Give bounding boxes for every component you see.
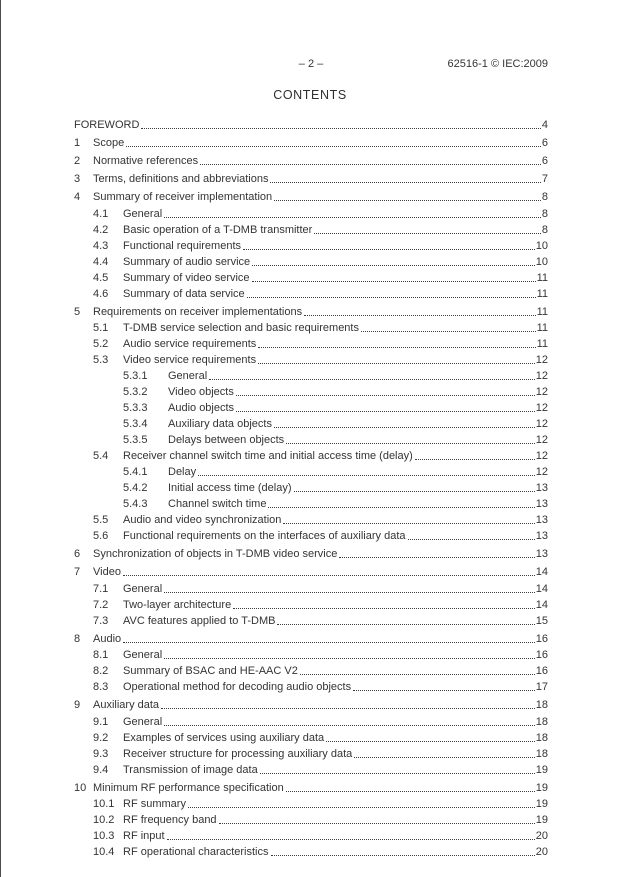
toc-leader-dots bbox=[326, 730, 535, 742]
toc-entry-number: 5.3.5 bbox=[123, 434, 148, 446]
toc-row bbox=[74, 384, 548, 400]
toc-row bbox=[74, 613, 548, 629]
toc-leader-dots bbox=[408, 528, 535, 540]
toc-row bbox=[74, 762, 548, 778]
toc-page-number: 6 bbox=[541, 155, 548, 167]
toc-entry-number: 10.2 bbox=[93, 814, 115, 826]
toc-entry-title: General bbox=[123, 649, 163, 661]
toc-page-number: 13 bbox=[535, 482, 548, 494]
toc-leader-dots bbox=[252, 254, 535, 266]
toc-page-number: 19 bbox=[535, 763, 548, 776]
toc-page-number: 12 bbox=[535, 434, 548, 446]
toc-entry-title: Auxiliary data objects bbox=[168, 418, 272, 430]
toc-leader-dots bbox=[164, 581, 535, 593]
toc-page-number: 17 bbox=[535, 681, 548, 693]
toc-row bbox=[74, 432, 548, 448]
toc-entry-title: T-DMB service selection and basic requirements bbox=[123, 322, 359, 334]
toc-leader-dots bbox=[286, 780, 535, 792]
toc-leader-dots bbox=[126, 135, 541, 147]
toc-page-number: 11 bbox=[536, 271, 548, 284]
toc-row bbox=[74, 581, 548, 597]
toc-row bbox=[74, 631, 548, 647]
toc-entry-title: Terms, definitions and abbreviations bbox=[93, 173, 269, 185]
toc-leader-dots bbox=[258, 352, 535, 364]
toc-entry-title: Basic operation of a T-DMB transmitter bbox=[123, 223, 313, 236]
toc-page-number: 12 bbox=[535, 418, 548, 430]
toc-page-number: 11 bbox=[536, 338, 548, 350]
toc-leader-dots bbox=[283, 512, 534, 524]
toc-entry-title: Summary of data service bbox=[123, 287, 245, 300]
header-page-number: – 2 – bbox=[298, 58, 324, 70]
toc-leader-dots bbox=[164, 647, 535, 659]
toc-leader-dots bbox=[268, 496, 534, 508]
toc-row bbox=[74, 528, 548, 544]
toc-row bbox=[74, 320, 548, 336]
toc-row bbox=[74, 238, 548, 254]
toc-entry-title: Examples of services using auxiliary data bbox=[123, 731, 325, 744]
toc-entry-title: RF summary bbox=[123, 798, 186, 810]
toc-entry-title: RF operational characteristics bbox=[123, 846, 269, 858]
toc-leader-dots bbox=[167, 828, 535, 840]
toc-page-number: 8 bbox=[541, 191, 548, 203]
toc-leader-dots bbox=[277, 613, 534, 625]
toc-entry-number: 10.3 bbox=[93, 830, 115, 842]
toc-leader-dots bbox=[164, 714, 535, 726]
toc-page-number: 18 bbox=[535, 699, 548, 711]
toc-page-number: 12 bbox=[535, 466, 548, 478]
toc-leader-dots bbox=[294, 480, 535, 492]
toc-row bbox=[74, 546, 548, 562]
toc-page-number: 11 bbox=[536, 287, 548, 300]
toc-entry-title: Requirements on receiver implementations bbox=[93, 305, 303, 318]
toc-leader-dots bbox=[164, 206, 541, 218]
toc-entry-number: 4.5 bbox=[93, 271, 109, 284]
toc-entry-number: 10 bbox=[74, 781, 87, 794]
toc-entry-title: FOREWORD bbox=[74, 119, 140, 131]
toc-entry-title: Transmission of image data bbox=[123, 763, 258, 776]
toc-page-number: 18 bbox=[535, 731, 548, 744]
toc-leader-dots bbox=[353, 679, 535, 691]
toc-entry-number: 5.3 bbox=[93, 354, 109, 366]
toc-entry-title: Summary of receiver implementation bbox=[93, 191, 273, 203]
toc-page-number: 18 bbox=[535, 747, 548, 760]
toc-row bbox=[74, 117, 548, 133]
toc-row bbox=[74, 352, 548, 368]
toc-entry-title: Audio and video synchronization bbox=[123, 514, 282, 526]
toc-leader-dots bbox=[233, 597, 535, 609]
toc-row bbox=[74, 697, 548, 713]
toc-page-number: 6 bbox=[541, 137, 548, 149]
toc-entry-title: General bbox=[123, 207, 163, 220]
toc-page-number: 14 bbox=[535, 566, 548, 578]
toc-page-number: 11 bbox=[536, 322, 548, 334]
toc-entry-title: Summary of video service bbox=[123, 271, 250, 284]
toc-page-number: 20 bbox=[535, 830, 548, 842]
toc-leader-dots bbox=[314, 222, 541, 234]
toc-entry-number: 10.1 bbox=[93, 798, 115, 810]
toc-page-number: 12 bbox=[535, 354, 548, 366]
toc-entry-number: 9 bbox=[74, 699, 81, 711]
toc-leader-dots bbox=[415, 448, 535, 460]
toc-page-number: 12 bbox=[535, 370, 548, 382]
toc-row bbox=[74, 730, 548, 746]
toc-entry-number: 5.4.1 bbox=[123, 466, 148, 478]
toc-row bbox=[74, 780, 548, 796]
toc-entry-number: 5.6 bbox=[93, 530, 109, 542]
toc-entry-title: Synchronization of objects in T-DMB video service bbox=[93, 548, 338, 560]
toc-entry-number: 9.3 bbox=[93, 747, 109, 760]
toc-page-number: 12 bbox=[535, 402, 548, 414]
toc-leader-dots bbox=[354, 746, 534, 758]
toc-entry-title: Scope bbox=[93, 137, 125, 149]
toc-entry-number: 4.1 bbox=[93, 207, 109, 220]
toc-entry-title: Operational method for decoding audio objects bbox=[123, 681, 352, 693]
toc-row bbox=[74, 416, 548, 432]
toc-entry-number: 6 bbox=[74, 548, 81, 560]
toc-entry-title: Normative references bbox=[93, 155, 199, 167]
toc-row bbox=[74, 844, 548, 860]
toc-page-number: 13 bbox=[535, 548, 548, 560]
toc-row bbox=[74, 564, 548, 580]
toc-page-number: 19 bbox=[535, 814, 548, 826]
toc-page-number: 18 bbox=[535, 715, 548, 728]
toc-leader-dots bbox=[243, 238, 535, 250]
toc-entry-number: 7 bbox=[74, 566, 81, 578]
toc-row bbox=[74, 448, 548, 464]
toc-row bbox=[74, 714, 548, 730]
toc-page-number: 10 bbox=[535, 255, 548, 268]
toc-entry-title: Two-layer architecture bbox=[123, 598, 232, 611]
toc-leader-dots bbox=[188, 796, 535, 808]
toc-page-number: 19 bbox=[535, 798, 548, 810]
toc-entry-number: 5.3.3 bbox=[123, 402, 148, 414]
toc-page-number: 15 bbox=[535, 614, 548, 627]
page-edge-line bbox=[0, 0, 1, 877]
toc-entry-title: Receiver channel switch time and initial access time (delay) bbox=[123, 450, 413, 462]
toc-page-number: 12 bbox=[535, 450, 548, 462]
toc-entry-title: Audio objects bbox=[168, 402, 235, 414]
toc-entry-number: 7.1 bbox=[93, 582, 109, 595]
toc-leader-dots bbox=[361, 320, 536, 332]
toc-entry-title: Functional requirements bbox=[123, 239, 242, 252]
toc-row bbox=[74, 171, 548, 187]
toc-leader-dots bbox=[198, 464, 535, 476]
toc-page-number: 20 bbox=[535, 846, 548, 858]
toc-leader-dots bbox=[260, 762, 535, 774]
toc-page-number: 13 bbox=[535, 530, 548, 542]
toc-entry-number: 5.4 bbox=[93, 450, 109, 462]
table-of-contents bbox=[74, 115, 548, 860]
toc-entry-title: General bbox=[168, 370, 208, 382]
toc-page-number: 11 bbox=[536, 305, 548, 318]
toc-page-number: 4 bbox=[541, 119, 548, 131]
toc-page-number: 13 bbox=[535, 514, 548, 526]
toc-leader-dots bbox=[258, 336, 535, 348]
toc-entry-title: Summary of audio service bbox=[123, 255, 251, 268]
toc-row bbox=[74, 828, 548, 844]
toc-entry-number: 8 bbox=[74, 632, 81, 645]
toc-leader-dots bbox=[300, 663, 535, 675]
toc-row bbox=[74, 663, 548, 679]
toc-entry-number: 5.4.3 bbox=[123, 498, 148, 510]
toc-row bbox=[74, 222, 548, 238]
toc-entry-number: 8.2 bbox=[93, 665, 109, 677]
toc-row bbox=[74, 304, 548, 320]
toc-page-number: 16 bbox=[535, 665, 548, 677]
toc-row bbox=[74, 746, 548, 762]
toc-entry-title: Summary of BSAC and HE-AAC V2 bbox=[123, 665, 298, 677]
toc-row bbox=[74, 647, 548, 663]
toc-row bbox=[74, 400, 548, 416]
toc-entry-number: 9.2 bbox=[93, 731, 109, 744]
toc-page-number: 10 bbox=[535, 239, 548, 252]
toc-entry-title: RF frequency band bbox=[123, 814, 217, 826]
toc-entry-number: 4 bbox=[74, 191, 81, 203]
toc-entry-number: 5.2 bbox=[93, 338, 109, 350]
toc-entry-title: Receiver structure for processing auxiliary data bbox=[123, 747, 353, 760]
toc-entry-number: 2 bbox=[74, 155, 81, 167]
toc-row bbox=[74, 189, 548, 205]
toc-entry-number: 7.2 bbox=[93, 598, 109, 611]
toc-leader-dots bbox=[161, 697, 535, 709]
toc-entry-number: 1 bbox=[74, 137, 81, 149]
toc-entry-title: Audio bbox=[93, 632, 122, 645]
toc-row bbox=[74, 206, 548, 222]
toc-page-number: 14 bbox=[535, 582, 548, 595]
toc-page-number: 8 bbox=[541, 223, 548, 236]
toc-row bbox=[74, 153, 548, 169]
toc-row bbox=[74, 254, 548, 270]
toc-row bbox=[74, 597, 548, 613]
toc-row bbox=[74, 796, 548, 812]
toc-leader-dots bbox=[271, 844, 535, 856]
contents-title: CONTENTS bbox=[273, 88, 347, 102]
toc-row bbox=[74, 286, 548, 302]
toc-entry-number: 4.4 bbox=[93, 255, 109, 268]
toc-row bbox=[74, 496, 548, 512]
toc-entry-title: Channel switch time bbox=[168, 498, 267, 510]
toc-row bbox=[74, 368, 548, 384]
toc-leader-dots bbox=[209, 368, 535, 380]
toc-leader-dots bbox=[274, 189, 541, 201]
toc-row bbox=[74, 135, 548, 151]
toc-row bbox=[74, 812, 548, 828]
toc-entry-number: 7.3 bbox=[93, 614, 109, 627]
toc-leader-dots bbox=[252, 270, 536, 282]
toc-entry-title: RF input bbox=[123, 830, 165, 842]
toc-leader-dots bbox=[219, 812, 535, 824]
toc-entry-title: AVC features applied to T-DMB bbox=[123, 614, 276, 627]
toc-page-number: 16 bbox=[535, 649, 548, 661]
toc-entry-number: 3 bbox=[74, 173, 81, 185]
toc-leader-dots bbox=[200, 153, 541, 165]
toc-entry-number: 5.5 bbox=[93, 514, 109, 526]
toc-entry-number: 4.3 bbox=[93, 239, 109, 252]
toc-entry-number: 9.4 bbox=[93, 763, 109, 776]
toc-entry-number: 5.3.4 bbox=[123, 418, 148, 430]
toc-entry-number: 8.1 bbox=[93, 649, 109, 661]
toc-entry-number: 5 bbox=[74, 305, 81, 318]
toc-entry-title: Initial access time (delay) bbox=[168, 482, 292, 494]
toc-entry-title: Video objects bbox=[168, 386, 234, 398]
toc-page-number: 12 bbox=[535, 386, 548, 398]
toc-row bbox=[74, 464, 548, 480]
toc-page-number: 13 bbox=[535, 498, 548, 510]
toc-leader-dots bbox=[286, 432, 535, 444]
toc-entry-title: Audio service requirements bbox=[123, 338, 257, 350]
toc-page-number: 16 bbox=[535, 632, 548, 645]
toc-row bbox=[74, 270, 548, 286]
toc-leader-dots bbox=[339, 546, 534, 558]
page-header bbox=[74, 57, 548, 71]
toc-leader-dots bbox=[123, 631, 535, 643]
toc-leader-dots bbox=[236, 384, 535, 396]
toc-entry-title: Delays between objects bbox=[168, 434, 285, 446]
toc-row bbox=[74, 480, 548, 496]
toc-entry-title: Video bbox=[93, 566, 121, 578]
toc-entry-title: Delay bbox=[168, 466, 197, 478]
header-doc-reference: 62516-1 © IEC:2009 bbox=[447, 58, 548, 70]
toc-entry-number: 8.3 bbox=[93, 681, 109, 693]
toc-entry-title: General bbox=[123, 582, 163, 595]
toc-leader-dots bbox=[247, 286, 536, 298]
toc-entry-title: Auxiliary data bbox=[93, 699, 160, 711]
toc-entry-number: 4.2 bbox=[93, 223, 109, 236]
toc-page-number: 19 bbox=[535, 781, 548, 794]
toc-page-number: 7 bbox=[541, 173, 548, 185]
toc-leader-dots bbox=[141, 117, 540, 129]
toc-entry-number: 5.3.1 bbox=[123, 370, 148, 382]
toc-entry-title: Minimum RF performance specification bbox=[93, 781, 284, 794]
toc-row bbox=[74, 512, 548, 528]
toc-entry-title: Video service requirements bbox=[123, 354, 257, 366]
toc-leader-dots bbox=[270, 171, 540, 183]
toc-leader-dots bbox=[274, 416, 535, 428]
toc-row bbox=[74, 336, 548, 352]
toc-entry-number: 5.1 bbox=[93, 322, 109, 334]
toc-entry-title: General bbox=[123, 715, 163, 728]
toc-leader-dots bbox=[123, 564, 535, 576]
toc-entry-number: 10.4 bbox=[93, 846, 115, 858]
toc-page-number: 14 bbox=[535, 598, 548, 611]
toc-leader-dots bbox=[236, 400, 535, 412]
toc-entry-number: 9.1 bbox=[93, 715, 109, 728]
toc-row bbox=[74, 679, 548, 695]
toc-entry-title: Functional requirements on the interfaces of auxiliary data bbox=[123, 530, 406, 542]
toc-leader-dots bbox=[304, 304, 535, 316]
toc-entry-number: 5.3.2 bbox=[123, 386, 148, 398]
toc-entry-number: 5.4.2 bbox=[123, 482, 148, 494]
toc-entry-number: 4.6 bbox=[93, 287, 109, 300]
toc-page-number: 8 bbox=[541, 207, 548, 220]
